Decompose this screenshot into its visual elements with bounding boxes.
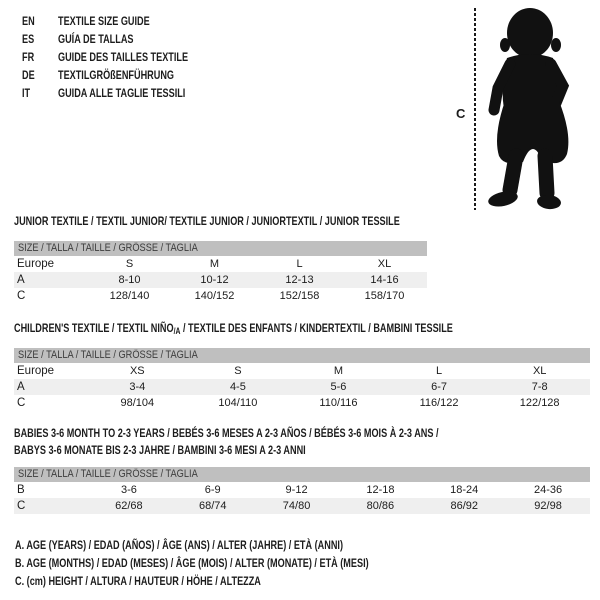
table-cell: 12-18 [366,484,395,496]
table-cell: XL [532,365,547,377]
row-label: C [17,290,26,302]
section-babies-heading-line1 [14,425,590,442]
table-cell: 18-24 [450,484,479,496]
table-row [14,272,427,288]
table-cell: 80/86 [366,500,395,512]
section-junior-heading-text: JUNIOR TEXTILE / TEXTIL JUNIOR/ TEXTILE JUNIOR / JUNIORTEXTIL / JUNIOR TESSILE [14,214,400,228]
language-code-text: DE [22,68,35,82]
language-code-text: IT [22,86,31,100]
language-title: GUÍA DE TALLAS [58,32,134,46]
language-row-it [22,84,229,102]
babies-table-header [14,467,590,482]
table-cell: 24-36 [533,484,563,496]
table-cell: L [296,258,303,270]
table-row [14,395,590,411]
table-cell: 68/74 [198,500,227,512]
table-cell: 6-7 [431,381,448,393]
row-label: A [17,274,25,286]
section-children [14,322,590,411]
table-cell: M [333,365,344,377]
language-row-en [22,12,229,30]
language-code [22,86,58,100]
section-junior [14,215,427,304]
row-label: C [17,397,26,409]
junior-size-table [14,241,427,304]
footnote-a [15,536,480,554]
table-cell: 3-4 [129,381,146,393]
table-row [14,379,590,395]
table-cell: 158/170 [364,290,405,302]
table-cell: 14-16 [370,274,399,286]
table-cell: S [125,258,134,270]
heading-subscript: /A [173,326,181,336]
children-size-table [14,348,590,411]
row-label: A [17,381,25,393]
language-code [22,32,58,46]
children-table-header [14,348,590,363]
row-label: Europe [17,365,55,377]
language-code-text: EN [22,14,35,28]
heading-text: BABIES 3-6 MONTH TO 2-3 YEARS / BEBÉS 3-6 MESES A 2-3 AÑOS / BÉBÉS 3-6 MOIS À 2-3 ANS / [14,426,439,440]
table-cell: 6-9 [204,484,221,496]
table-cell: 8-10 [118,274,141,286]
table-cell: 3-6 [120,484,137,496]
table-cell: M [209,258,220,270]
table-row [14,256,427,272]
section-children-heading-text [14,322,453,337]
footnote-c [15,572,480,590]
table-row [14,288,427,304]
language-row-fr [22,48,229,66]
table-cell: 9-12 [285,484,308,496]
language-code [22,68,58,82]
language-row-de [22,66,229,84]
row-label: Europe [17,258,55,270]
section-babies [14,425,590,514]
table-cell: 128/140 [109,290,150,302]
language-code [22,50,58,64]
language-code-text: ES [22,32,35,46]
table-cell: 5-6 [330,381,347,393]
language-title: TEXTILE SIZE GUIDE [58,14,150,28]
table-cell: 62/68 [115,500,143,512]
table-cell: S [234,365,242,377]
height-measure-figure [452,6,597,216]
footnote-text: B. AGE (MONTHS) / EDAD (MESES) / ÂGE (MOIS) / ALTER (MONATE) / ETÀ (MESI) [15,556,369,570]
table-cell: 7-8 [531,381,548,393]
table-cell: XL [377,258,392,270]
height-measure-label: C [456,106,466,121]
heading-part: CHILDREN'S TEXTILE / TEXTIL NIÑO [14,321,174,335]
section-children-heading [14,322,590,334]
footnotes [15,536,480,590]
section-junior-heading [14,215,427,227]
children-table-header-text: SIZE / TALLA / TAILLE / GRÖSSE / TAGLIA [18,349,198,361]
junior-table-header [14,241,427,256]
table-cell: 98/104 [120,397,155,409]
babies-size-table [14,467,590,514]
table-cell: L [436,365,443,377]
table-cell: 152/158 [279,290,320,302]
table-row [14,482,590,498]
table-row [14,498,590,514]
row-label: B [17,484,25,496]
table-cell: 12-13 [285,274,314,286]
table-cell: 10-12 [200,274,229,286]
table-cell: 74/80 [282,500,311,512]
junior-table-header-text: SIZE / TALLA / TAILLE / GRÖSSE / TAGLIA [18,242,198,254]
language-code-text: FR [22,50,35,64]
height-measure-dashed-line [474,8,476,210]
language-title: GUIDE DES TAILLES TEXTILE [58,50,189,64]
row-label: C [17,500,26,512]
section-babies-heading-line2 [14,442,590,459]
footnote-text: C. (cm) HEIGHT / ALTURA / HAUTEUR / HÖHE / ALTEZZA [15,574,261,588]
table-cell: 4-5 [229,381,246,393]
language-code [22,14,58,28]
table-cell: 104/110 [218,397,258,409]
language-row-es [22,30,229,48]
heading-text: BABYS 3-6 MONATE BIS 2-3 JAHRE / BAMBINI 3-6 MESI A 2-3 ANNI [14,443,306,457]
babies-table-header-text: SIZE / TALLA / TAILLE / GRÖSSE / TAGLIA [18,468,198,480]
table-cell: 92/98 [534,500,562,512]
baby-silhouette-icon [483,6,583,211]
table-cell: 140/152 [194,290,235,302]
table-cell: 110/116 [319,397,358,409]
language-list [22,12,229,102]
language-title: GUIDA ALLE TAGLIE TESSILI [58,86,186,100]
language-title: TEXTILGRÖßENFÜHRUNG [58,68,175,82]
table-cell: XS [129,365,145,377]
footnote-b [15,554,480,572]
table-row [14,363,590,379]
footnote-text: A. AGE (YEARS) / EDAD (AÑOS) / ÂGE (ANS) / ALTER (JAHRE) / ETÀ (ANNI) [15,538,343,552]
heading-part: / TEXTILE DES ENFANTS / KINDERTEXTIL / BAMBINI TESSILE [180,321,453,335]
table-cell: 122/128 [519,397,560,409]
table-cell: 86/92 [450,500,478,512]
table-cell: 116/122 [419,397,459,409]
